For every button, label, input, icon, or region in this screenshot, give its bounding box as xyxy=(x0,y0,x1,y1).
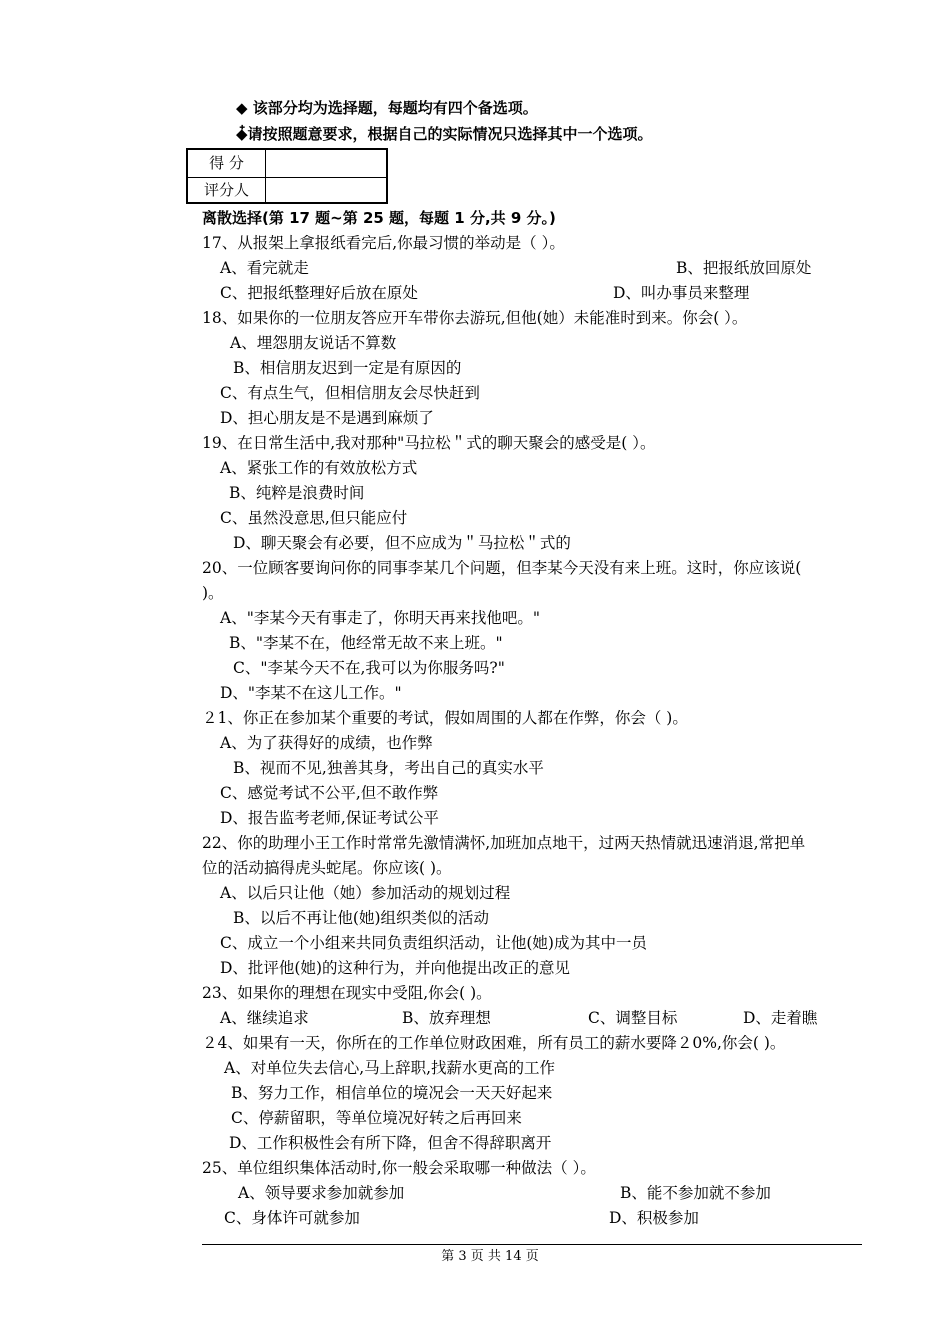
question-stem: ２1、你正在参加某个重要的考试，假如周围的人都在作弊，你会（ )。 xyxy=(202,709,688,727)
question-stem: 25、单位组织集体活动时,你一般会采取哪一种做法（ ）。 xyxy=(202,1159,596,1177)
option: A、看完就走 xyxy=(220,259,309,277)
option: D、"李某不在这儿工作。" xyxy=(220,684,402,702)
option: D、叫办事员来整理 xyxy=(613,284,750,302)
option: C、身体许可就参加 xyxy=(224,1209,360,1227)
option: B、能不参加就不参加 xyxy=(620,1184,771,1202)
option: B、"李某不在，他经常无故不来上班。" xyxy=(229,634,503,652)
question-stem-continued: )。 xyxy=(202,584,224,602)
option: C、虽然没意思,但只能应付 xyxy=(220,509,408,527)
question-stem: 17、从报架上拿报纸看完后,你最习惯的举动是（ ）。 xyxy=(202,234,565,252)
grader-label: 评分人 xyxy=(188,177,266,204)
question-stem: ２4、如果有一天，你所在的工作单位财政困难，所有员工的薪水要降２0%,你会( )。 xyxy=(202,1034,786,1052)
option: B、视而不见,独善其身，考出自己的真实水平 xyxy=(233,759,544,777)
option: B、努力工作，相信单位的境况会一天天好起来 xyxy=(231,1084,553,1102)
page-number: 第 3 页 共 14 页 xyxy=(441,1249,539,1264)
option: D、积极参加 xyxy=(609,1209,699,1227)
option: A、继续追求 xyxy=(220,1009,309,1027)
option: A、以后只让他（她）参加活动的规划过程 xyxy=(220,884,511,902)
option: C、"李某今天不在,我可以为你服务吗?" xyxy=(233,659,505,677)
section-title: 离散选择(第 17 题~第 25 题，每题 1 分,共 9 分。) xyxy=(202,209,556,227)
score-table xyxy=(186,148,388,204)
option: B、放弃理想 xyxy=(402,1009,491,1027)
option: C、调整目标 xyxy=(588,1009,678,1027)
option: A、"李某今天有事走了，你明天再来找他吧。" xyxy=(220,609,540,627)
score-value xyxy=(266,150,386,177)
question-stem: 23、如果你的理想在现实中受阻,你会( )。 xyxy=(202,984,492,1002)
question-stem: 18、如果你的一位朋友答应开车带你去游玩,但他(她）未能准时到来。你会( ）。 xyxy=(202,309,748,327)
option: C、把报纸整理好后放在原处 xyxy=(220,284,418,302)
score-row xyxy=(188,150,386,178)
option: B、相信朋友迟到一定是有原因的 xyxy=(233,359,462,377)
option: D、报告监考老师,保证考试公平 xyxy=(220,809,439,827)
option: D、担心朋友是不是遇到麻烦了 xyxy=(220,409,434,427)
option: C、有点生气，但相信朋友会尽快赶到 xyxy=(220,384,480,402)
grader-row xyxy=(188,177,386,204)
option: A、对单位失去信心,马上辞职,找薪水更高的工作 xyxy=(224,1059,556,1077)
grader-value xyxy=(266,177,386,204)
instruction-line-2: ◆໋请按照题意要求，根据自己的实际情况只选择其中一个选项。 xyxy=(236,125,653,143)
question-stem: 19、在日常生活中,我对那种"马拉松＂式的聊天聚会的感受是( ）。 xyxy=(202,434,656,452)
option: B、纯粹是浪费时间 xyxy=(229,484,365,502)
option: C、停薪留职，等单位境况好转之后再回来 xyxy=(231,1109,522,1127)
option: A、埋怨朋友说话不算数 xyxy=(230,334,397,352)
option: D、走着瞧 xyxy=(743,1009,818,1027)
option: A、紧张工作的有效放松方式 xyxy=(220,459,418,477)
option: A、为了获得好的成绩，也作弊 xyxy=(220,734,433,752)
option: B、把报纸放回原处 xyxy=(676,259,812,277)
option: C、感觉考试不公平,但不敢作弊 xyxy=(220,784,439,802)
option: C、成立一个小组来共同负责组织活动，让他(她)成为其中一员 xyxy=(220,934,647,952)
question-stem: 22、你的助理小王工作时常常先激情满怀,加班加点地干，过两天热情就迅速消退,常把单 xyxy=(202,834,806,852)
score-label: 得 分 xyxy=(188,150,266,177)
footer-divider xyxy=(202,1244,862,1245)
question-stem-continued: 位的活动搞得虎头蛇尾。你应该( )。 xyxy=(202,859,452,877)
option: D、聊天聚会有必要，但不应成为＂马拉松＂式的 xyxy=(233,534,571,552)
option: A、领导要求参加就参加 xyxy=(238,1184,405,1202)
option: D、工作积极性会有所下降，但舍不得辞职离开 xyxy=(229,1134,552,1152)
question-stem: 20、一位顾客要询问你的同事李某几个问题，但李某今天没有来上班。这时，你应该说( xyxy=(202,559,802,577)
option: D、批评他(她)的这种行为，并向他提出改正的意见 xyxy=(220,959,571,977)
option: B、以后不再让他(她)组织类似的活动 xyxy=(233,909,489,927)
instruction-line-1: ◆ 该部分均为选择题，每题均有四个备选项。 xyxy=(236,99,538,117)
